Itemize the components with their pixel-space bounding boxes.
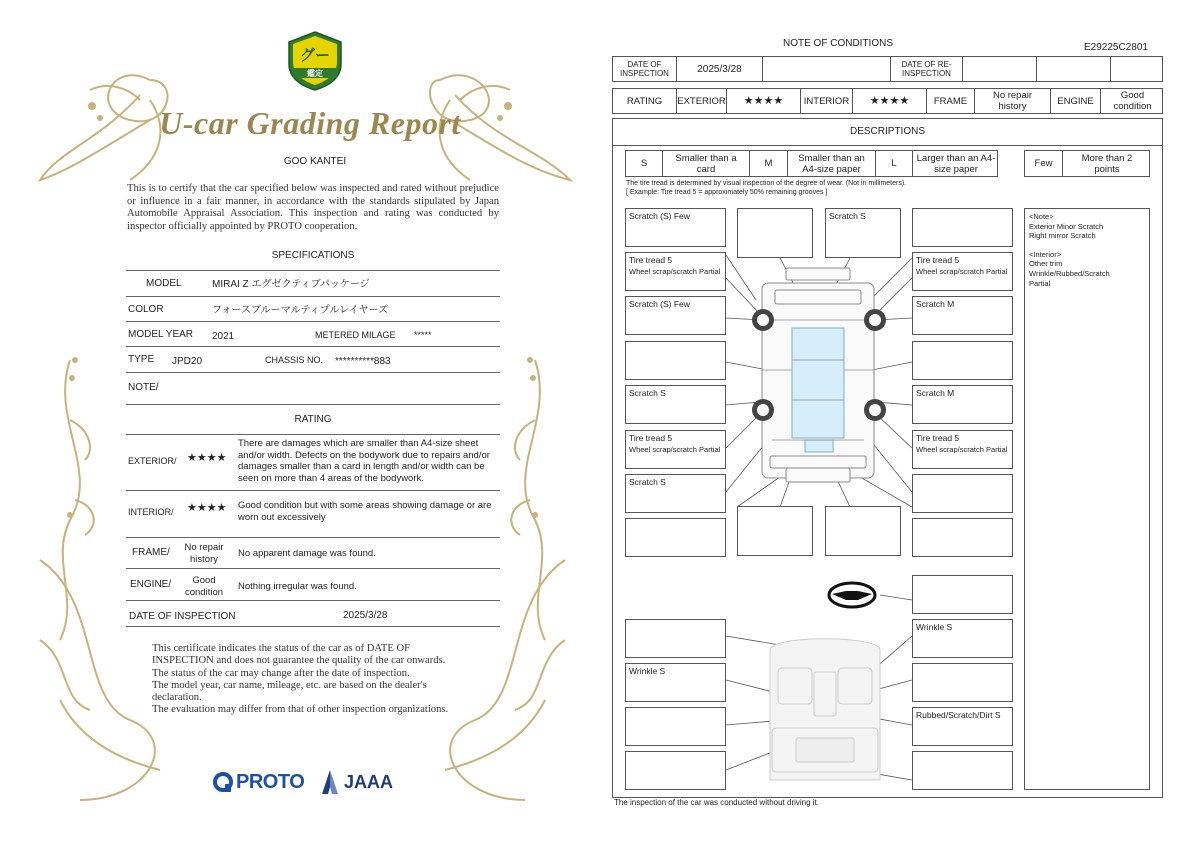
chassis-value: **********883 (335, 356, 391, 367)
condition-box (912, 385, 1013, 424)
condition-text: Scratch (S) Few (629, 211, 690, 221)
date-of-inspection-label: DATE OF INSPECTION (620, 60, 669, 78)
specs-heading: SPECIFICATIONS (271, 250, 355, 261)
disclaimer (152, 643, 482, 717)
engine-value: Good condition (184, 575, 224, 598)
note-line: Partial (1029, 278, 1051, 288)
interior-label: INTERIOR/ (128, 507, 174, 517)
frame-desc: No apparent damage was found. (238, 548, 376, 559)
condition-box (912, 208, 1013, 247)
type-value: JPD20 (172, 356, 203, 367)
note-label: NOTE/ (128, 382, 159, 393)
condition-box (912, 518, 1013, 557)
chassis-label: CHASSIS NO. (265, 355, 324, 365)
condition-text: Scratch M (916, 299, 955, 309)
proto-logo: PROTO (236, 771, 305, 793)
report-id: E29225C2801 (1084, 42, 1148, 53)
frame-value: No repair history (992, 90, 1033, 112)
condition-box (625, 663, 726, 702)
condition-box (625, 252, 726, 291)
condition-box (625, 619, 726, 658)
reinspection-label: DATE OF RE-INSPECTION (901, 60, 952, 78)
legend-s-desc: Smaller than a card (675, 152, 737, 175)
report-subtitle: GOO KANTEI (283, 156, 347, 167)
condition-text: Wheel scrap/scratch Partial (916, 445, 1008, 454)
condition-box (625, 208, 726, 247)
condition-text: Scratch (S) Few (629, 299, 690, 309)
jaaa-logo-icon (318, 769, 342, 795)
conditions-title: NOTE OF CONDITIONS (783, 38, 893, 49)
descriptions-heading: DESCRIPTIONS (849, 126, 925, 137)
disclaimer-line: The status of the car may change after the date of inspection. (152, 667, 410, 679)
certify-text: This is to certify that the car specified below was inspected and rated without prejudice or influence in a fair manner, in accordance with the standards stipulated by Japan Automobile Appraisal Association. This inspection and rating was conducted by inspector officially appointed by PROTO cooperation. (127, 183, 499, 232)
condition-text: Scratch M (916, 388, 955, 398)
condition-box (625, 296, 726, 335)
date-of-inspection-value: 2025/3/28 (697, 63, 742, 75)
legend-l-desc: Larger than an A4-size paper (916, 152, 996, 175)
exterior-stars: ★★★★ (187, 452, 227, 464)
exterior-desc: There are damages which are smaller than A4-size sheet and/or width. Defects on the bodywork due to repairs and/or damages smaller than a card in length and/or width can be seen on more than 4 areas of the bodywork. (238, 438, 490, 484)
condition-box (625, 341, 726, 380)
model-label: MODEL (146, 278, 182, 289)
engine-label: ENGINE/ (130, 579, 172, 590)
interior-label: INTERIOR (803, 95, 850, 107)
condition-text: Wheel scrap/scratch Partial (916, 267, 1008, 276)
condition-text: Tire tread 5 (629, 433, 673, 443)
condition-text: Tire tread 5 (916, 255, 960, 265)
condition-box (625, 751, 726, 790)
condition-text: Wrinkle S (916, 622, 953, 632)
condition-box (737, 208, 813, 258)
condition-box (912, 751, 1013, 790)
condition-text: Tire tread 5 (629, 255, 673, 265)
exterior-stars: ★★★★ (743, 94, 784, 107)
condition-box (625, 518, 726, 557)
model-value: MIRAI Z エグゼクティブパッケージ (212, 279, 370, 290)
note-line: Exterior Minor Scratch (1029, 221, 1104, 231)
note-panel (1024, 208, 1150, 790)
condition-text: Rubbed/Scratch/Dirt S (916, 710, 1001, 720)
exterior-label: EXTERIOR (677, 95, 726, 107)
steering-wheel-icon (829, 583, 875, 607)
rating-heading: RATING (294, 414, 332, 425)
condition-text: Tire tread 5 (916, 433, 960, 443)
frame-label: FRAME/ (132, 547, 170, 558)
disclaimer-line: The evaluation may differ from that of other inspection organizations. (152, 704, 449, 716)
engine-value: Good condition (1113, 90, 1152, 112)
model-year-label: MODEL YEAR (128, 329, 194, 340)
exterior-label: EXTERIOR/ (128, 456, 177, 466)
legend-m: M (764, 158, 773, 169)
mileage-value: ***** (414, 330, 432, 340)
disclaimer-line: declaration. (152, 692, 202, 704)
condition-box (625, 385, 726, 424)
proto-logo-icon (212, 771, 234, 793)
report-title: U-car Grading Report (159, 105, 461, 141)
interior-stars: ★★★★ (187, 502, 227, 514)
jaaa-logo: JAAA (344, 772, 394, 792)
note-line: Right mirror Scratch (1029, 231, 1096, 241)
condition-box (912, 707, 1013, 746)
engine-desc: Nothing irregular was found. (238, 581, 357, 592)
condition-box (912, 474, 1013, 513)
disclaimer-line: The model year, car name, mileage, etc. are based on the dealer's (152, 679, 427, 691)
interior-desc: Good condition but with some areas showing damage or are worn out excessively (238, 500, 492, 523)
note-of-conditions (600, 0, 1200, 848)
date-of-inspection-value: 2025/3/28 (343, 610, 388, 621)
engine-label: ENGINE (1057, 95, 1094, 107)
note-line: Wrinkle/Rubbed/Scratch (1029, 268, 1110, 278)
footer-note: The inspection of the car was conducted without driving it. (614, 798, 819, 807)
condition-box (737, 506, 813, 556)
condition-box (912, 663, 1013, 702)
color-value: フォースブルーマルティプルレイヤーズ (212, 305, 389, 316)
note-line: <Note> (1029, 212, 1054, 221)
model-year-value: 2021 (212, 331, 235, 342)
tire-note: The tire tread is determined by visual inspection of the degree of wear. (Not in millimeters). (626, 180, 907, 187)
rating-label: RATING (626, 95, 663, 107)
condition-text: Scratch S (629, 388, 666, 398)
note-line: Other trim (1029, 259, 1063, 269)
interior-stars: ★★★★ (869, 94, 910, 107)
condition-box (625, 707, 726, 746)
tire-example: [ Example: Tire tread 5 = approximately 50% remaining grooves ] (626, 189, 828, 196)
legend-few-desc: More than 2 points (1081, 152, 1133, 175)
condition-box (912, 341, 1013, 380)
frame-label: FRAME (933, 95, 968, 107)
legend-s: S (640, 158, 648, 169)
disclaimer-line: This certificate indicates the status of the car as of DATE OF (152, 643, 410, 654)
condition-box (825, 208, 901, 258)
legend-m-desc: Smaller than an A4-size paper (798, 152, 865, 175)
condition-box (625, 430, 726, 469)
note-line: <Interior> (1029, 249, 1062, 259)
condition-box (625, 474, 726, 513)
type-label: TYPE (128, 354, 155, 365)
badge-bottom-text: 鑑定 (307, 69, 323, 78)
legend-few: Few (1034, 158, 1053, 169)
mileage-label: METERED MILAGE (315, 330, 396, 340)
disclaimer-line: INSPECTION and does not guarantee the quality of the car onwards. (152, 655, 446, 667)
condition-box (912, 619, 1013, 658)
legend-l: L (891, 158, 897, 169)
condition-box (912, 296, 1013, 335)
condition-text: Scratch S (829, 211, 866, 221)
condition-box (912, 575, 1013, 614)
date-of-inspection-label: DATE OF INSPECTION (129, 611, 236, 622)
condition-box (912, 252, 1013, 291)
frame-value: No repair history (184, 542, 224, 565)
condition-text: Scratch S (629, 477, 666, 487)
condition-text: Wheel scrap/scratch Partial (629, 445, 721, 454)
condition-text: Wrinkle S (629, 666, 666, 676)
condition-text: Wheel scrap/scratch Partial (629, 267, 721, 276)
color-label: COLOR (128, 304, 164, 315)
condition-box (912, 430, 1013, 469)
badge-top-text: グー (299, 47, 330, 64)
condition-box (825, 506, 901, 556)
